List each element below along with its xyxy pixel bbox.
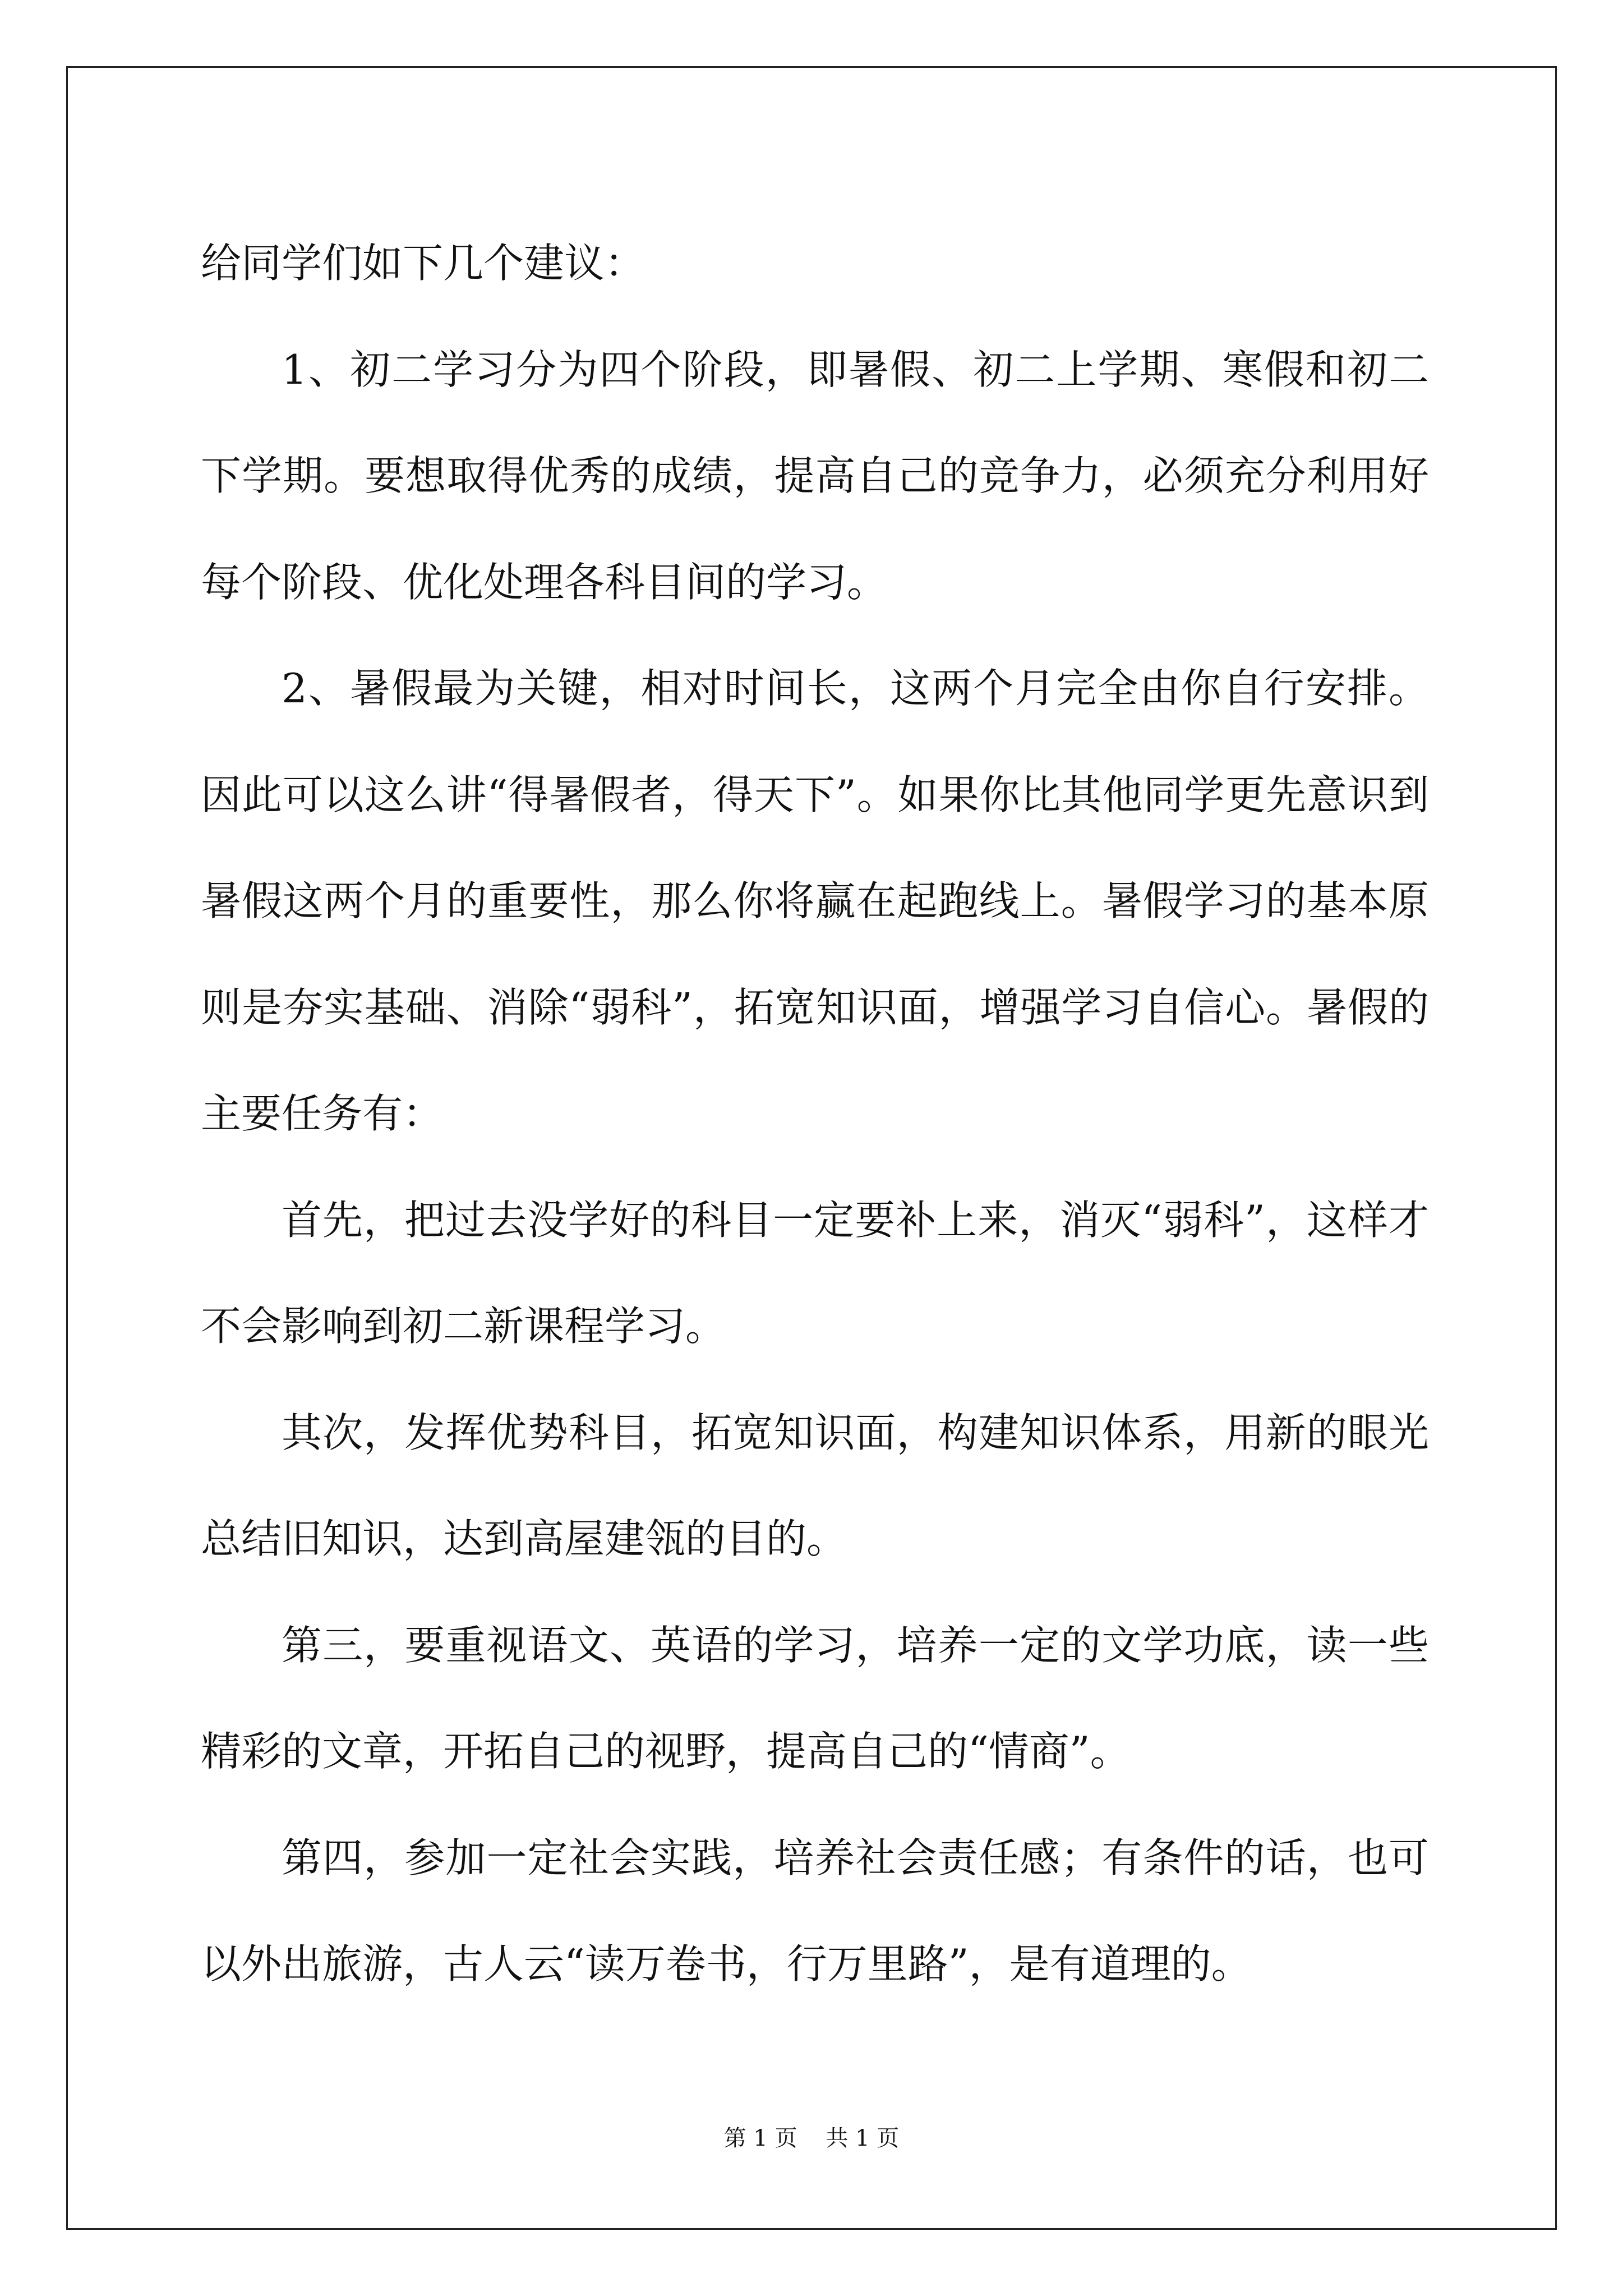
document-body [201,210,1429,2018]
page-footer: 第 1 页 共 1 页 [723,2125,900,2151]
paragraph-fourth: 第四，参加一定社会实践，培养社会责任感；有条件的话，也可以外出旅游，古人云“读万卷书，行万里路”，是有道理的。 [201,1834,1429,1987]
paragraph-1: 1、初二学习分为四个阶段，即暑假、初二上学期、寒假和初二下学期。要想取得优秀的成绩，提高自己的竞争力，必须充分利用好每个阶段、优化处理各科目间的学习。 [201,346,1429,606]
paragraph-2: 2、暑假最为关键，相对时间长，这两个月完全由你自行安排。因此可以这么讲“得暑假者，得天下”。如果你比其他同学更先意识到暑假这两个月的重要性，那么你将赢在起跑线上。暑假学习的基本原则是夯实基础、消除“弱科”，拓宽知识面，增强学习自信心。暑假的主要任务有： [201,665,1429,1137]
paragraph-third: 第三，要重视语文、英语的学习，培养一定的文学功底，读一些精彩的文章，开拓自己的视野，提高自己的“情商”。 [201,1621,1429,1775]
paragraph-first: 首先，把过去没学好的科目一定要补上来，消灭“弱科”，这样才不会影响到初二新课程学习。 [201,1196,1429,1350]
paragraph-second: 其次，发挥优势科目，拓宽知识面，构建知识体系，用新的眼光总结旧知识，达到高屋建瓴的目的。 [201,1409,1429,1562]
paragraph-intro: 给同学们如下几个建议： [201,240,645,287]
